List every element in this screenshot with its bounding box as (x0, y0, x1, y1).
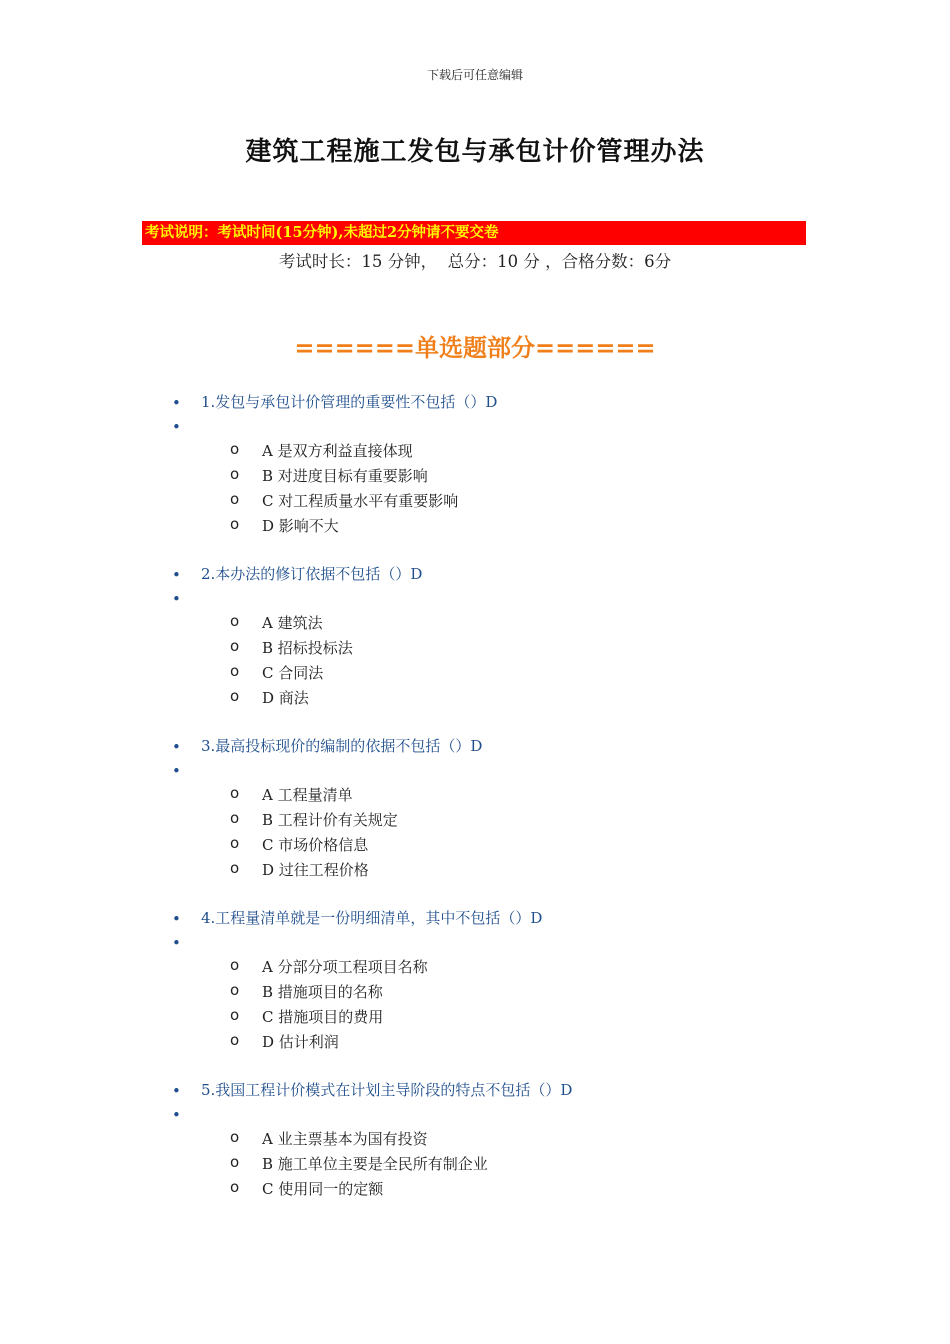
section-heading: ======单选题部分====== (294, 334, 656, 362)
sub-bullet-icon: o (230, 637, 240, 655)
option-item (0, 637, 950, 662)
sub-bullet-icon: o (230, 784, 240, 802)
option-text: C 合同法 (262, 664, 324, 682)
question-row (0, 906, 950, 930)
sub-bullet-icon: o (230, 1178, 240, 1196)
option-text: A 业主票基本为国有投资 (262, 1130, 428, 1148)
option-item (0, 956, 950, 981)
option-item (0, 1031, 950, 1056)
option-text: B 工程计价有关规定 (262, 811, 398, 829)
option-text: A 工程量清单 (262, 786, 353, 804)
option-item (0, 1006, 950, 1031)
question-item (0, 562, 950, 734)
sub-bullet-icon: o (230, 440, 240, 458)
exam-meta: 考试时长：15 分钟， 总分：10 分 ，合格分数：6分 (278, 252, 672, 271)
question-item (0, 390, 950, 562)
sub-bullet-icon: o (230, 1128, 240, 1146)
option-item (0, 490, 950, 515)
question-item (0, 734, 950, 906)
sub-bullet-icon: o (230, 490, 240, 508)
bullet-icon: • (172, 418, 181, 436)
option-text: B 措施项目的名称 (262, 983, 383, 1001)
sub-bullet-icon: o (230, 687, 240, 705)
option-text: C 措施项目的费用 (262, 1008, 384, 1026)
option-text: B 施工单位主要是全民所有制企业 (262, 1155, 488, 1173)
bullet-icon: • (172, 738, 181, 756)
page-title: 建筑工程施工发包与承包计价管理办法 (245, 137, 705, 167)
question-text: 2.本办法的修订依据不包括（）D (201, 565, 423, 583)
bullet-icon: • (172, 934, 181, 952)
sub-bullet-icon: o (230, 981, 240, 999)
option-item (0, 515, 950, 540)
bullet-icon: • (172, 1106, 181, 1124)
bullet-icon: • (172, 590, 181, 608)
option-item (0, 859, 950, 884)
option-text: D 估计利润 (262, 1033, 339, 1051)
option-text: A 是双方利益直接体现 (262, 442, 413, 460)
option-text: C 对工程质量水平有重要影响 (262, 492, 459, 510)
sub-bullet-icon: o (230, 859, 240, 877)
question-row (0, 390, 950, 414)
option-text: D 商法 (262, 689, 309, 707)
option-text: B 对进度目标有重要影响 (262, 467, 428, 485)
sub-bullet-icon: o (230, 1031, 240, 1049)
option-item (0, 834, 950, 859)
sub-bullet-icon: o (230, 465, 240, 483)
header-note: 下载后可任意编辑 (426, 68, 523, 82)
sub-bullet-icon: o (230, 1006, 240, 1024)
option-item (0, 809, 950, 834)
sub-bullet-icon: o (230, 612, 240, 630)
option-item (0, 1153, 950, 1178)
question-item (0, 906, 950, 1078)
option-item (0, 784, 950, 809)
bullet-icon: • (172, 1082, 181, 1100)
option-text: B 招标投标法 (262, 639, 353, 657)
bullet-icon: • (172, 394, 181, 412)
option-item (0, 1178, 950, 1203)
option-text: C 市场价格信息 (262, 836, 369, 854)
sub-bullet-icon: o (230, 1153, 240, 1171)
option-text: C 使用同一的定额 (262, 1180, 384, 1198)
sub-bullet-icon: o (230, 956, 240, 974)
option-item (0, 440, 950, 465)
option-item (0, 612, 950, 637)
option-item (0, 1128, 950, 1153)
option-text: A 分部分项工程项目名称 (262, 958, 428, 976)
question-list (0, 390, 950, 1250)
sub-bullet-icon: o (230, 809, 240, 827)
option-item (0, 687, 950, 712)
question-text: 1.发包与承包计价管理的重要性不包括（）D (201, 393, 498, 411)
question-text: 3.最高投标现价的编制的依据不包括（）D (201, 737, 483, 755)
bullet-icon: • (172, 566, 181, 584)
question-text: 4.工程量清单就是一份明细清单，其中不包括（）D (201, 909, 543, 927)
sub-bullet-icon: o (230, 834, 240, 852)
question-item (0, 1078, 950, 1250)
sub-bullet-icon: o (230, 662, 240, 680)
exam-notice-banner: 考试说明：考试时间(15分钟),未超过2分钟请不要交卷 (142, 221, 806, 245)
sub-bullet-icon: o (230, 515, 240, 533)
bullet-icon: • (172, 910, 181, 928)
option-text: A 建筑法 (262, 614, 323, 632)
option-text: D 影响不大 (262, 517, 339, 535)
question-row (0, 1078, 950, 1102)
option-item (0, 465, 950, 490)
question-text: 5.我国工程计价模式在计划主导阶段的特点不包括（）D (201, 1081, 573, 1099)
bullet-icon: • (172, 762, 181, 780)
question-row (0, 734, 950, 758)
option-item (0, 981, 950, 1006)
option-text: D 过往工程价格 (262, 861, 369, 879)
question-row (0, 562, 950, 586)
option-item (0, 662, 950, 687)
